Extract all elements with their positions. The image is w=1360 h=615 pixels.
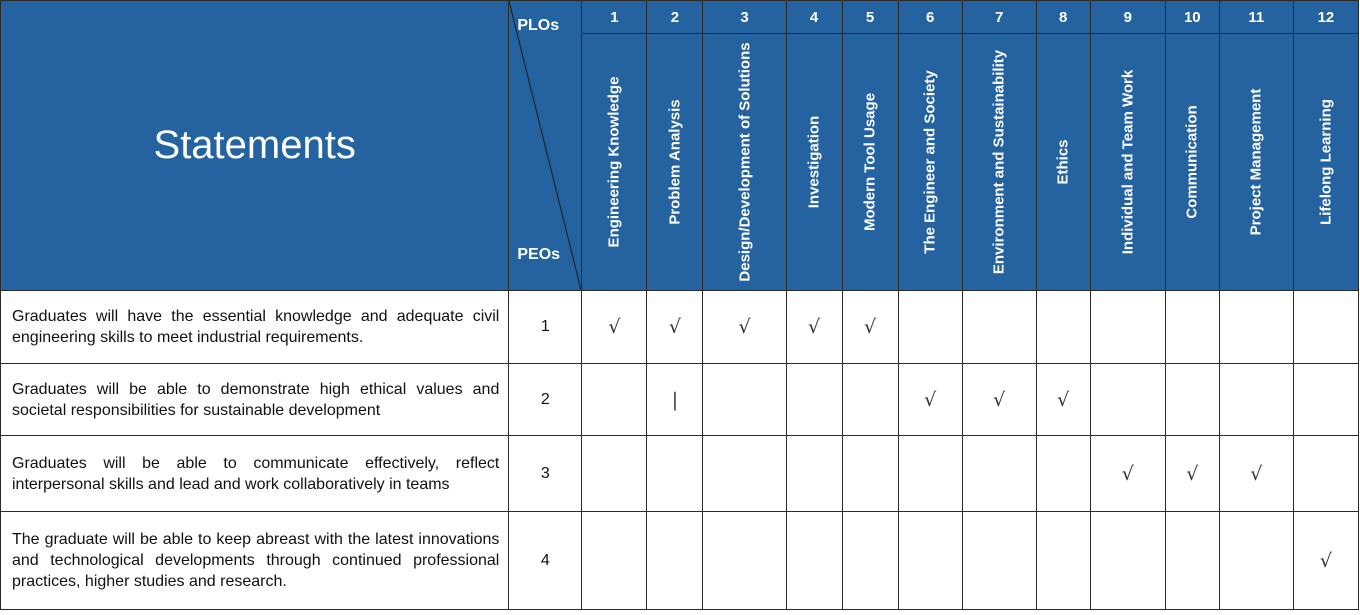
plo-name-cell — [1165, 34, 1219, 291]
mapping-cell: √ — [786, 291, 842, 364]
mapping-cell: √ — [1165, 436, 1219, 512]
plo-name-cell — [582, 34, 647, 291]
plo-name-cell — [898, 34, 962, 291]
plo-name-cell — [1090, 34, 1165, 291]
plo-name: Project Management — [1247, 88, 1265, 236]
mapping-cell — [962, 291, 1036, 364]
plo-name: Investigation — [805, 115, 823, 209]
mapping-cell: √ — [703, 291, 786, 364]
plo-peo-corner-cell — [509, 1, 582, 291]
peo-number: 4 — [509, 512, 582, 610]
mapping-cell: √ — [1293, 512, 1358, 610]
mapping-cell — [786, 512, 842, 610]
plo-name: Individual and Team Work — [1119, 69, 1137, 255]
mapping-cell — [786, 364, 842, 436]
mapping-cell — [1036, 512, 1090, 610]
mapping-cell — [647, 512, 703, 610]
mapping-cell: √ — [1036, 364, 1090, 436]
plo-number: 1 — [582, 1, 647, 34]
mapping-cell — [1165, 512, 1219, 610]
plo-name: Modern Tool Usage — [861, 92, 879, 232]
plo-number: 3 — [703, 1, 786, 34]
plo-name: Lifelong Learning — [1317, 99, 1335, 225]
peo-statement: Graduates will have the essential knowledge and adequate civil engineering skills to meet industrial requirements. — [1, 291, 509, 364]
mapping-cell — [1219, 512, 1293, 610]
plo-number: 2 — [647, 1, 703, 34]
mapping-cell — [842, 512, 898, 610]
plo-name-cell — [962, 34, 1036, 291]
mapping-cell — [962, 512, 1036, 610]
mapping-cell — [898, 512, 962, 610]
plo-number: 9 — [1090, 1, 1165, 34]
mapping-cell — [703, 436, 786, 512]
mapping-cell: √ — [1090, 436, 1165, 512]
mapping-cell — [1090, 364, 1165, 436]
mapping-cell — [1036, 436, 1090, 512]
mapping-cell — [703, 364, 786, 436]
plo-name-cell — [1293, 34, 1358, 291]
plo-number-row — [1, 1, 1359, 34]
mapping-cell: √ — [962, 364, 1036, 436]
mapping-cell — [1219, 364, 1293, 436]
statements-header: Statements — [1, 1, 509, 291]
plo-number: 5 — [842, 1, 898, 34]
peo-number: 1 — [509, 291, 582, 364]
plo-name-cell — [647, 34, 703, 291]
plo-name: Design/Development of Solutions — [736, 42, 753, 282]
plo-name: Engineering Knowledge — [605, 76, 623, 248]
peo-statement: Graduates will be able to demonstrate high ethical values and societal responsibilities for sustainable development — [1, 364, 509, 436]
mapping-cell — [898, 436, 962, 512]
plo-name: Environment and Sustainability — [990, 49, 1008, 275]
plo-name-cell — [703, 34, 786, 291]
plo-number: 4 — [786, 1, 842, 34]
mapping-cell — [703, 512, 786, 610]
mapping-cell — [582, 436, 647, 512]
mapping-cell: | — [647, 364, 703, 436]
plo-number: 8 — [1036, 1, 1090, 34]
mapping-cell — [962, 436, 1036, 512]
mapping-cell — [1090, 512, 1165, 610]
plo-name-cell — [1036, 34, 1090, 291]
plo-number: 6 — [898, 1, 962, 34]
plo-number: 10 — [1165, 1, 1219, 34]
mapping-cell — [842, 364, 898, 436]
plo-name: The Engineer and Society — [921, 70, 939, 254]
mapping-cell: √ — [898, 364, 962, 436]
peo-number: 3 — [509, 436, 582, 512]
peo-row — [1, 291, 1359, 364]
plo-name-cell — [1219, 34, 1293, 291]
mapping-cell: √ — [647, 291, 703, 364]
plo-number: 12 — [1293, 1, 1358, 34]
mapping-cell: √ — [582, 291, 647, 364]
mapping-cell — [1219, 291, 1293, 364]
mapping-cell — [898, 291, 962, 364]
plo-name: Communication — [1183, 105, 1201, 219]
plo-name: Problem Analysis — [666, 99, 684, 225]
mapping-cell — [1293, 436, 1358, 512]
mapping-cell — [1165, 364, 1219, 436]
mapping-cell — [582, 364, 647, 436]
mapping-cell — [1293, 364, 1358, 436]
mapping-cell — [1293, 291, 1358, 364]
peo-statement: The graduate will be able to keep abreast with the latest innovations and technological developments through continued professional practices, higher studies and research. — [1, 512, 509, 610]
mapping-cell — [582, 512, 647, 610]
mapping-cell — [1165, 291, 1219, 364]
peo-number: 2 — [509, 364, 582, 436]
peo-statement: Graduates will be able to communicate effectively, reflect interpersonal skills and lead and work collaboratively in teams — [1, 436, 509, 512]
peo-row — [1, 436, 1359, 512]
peo-row — [1, 512, 1359, 610]
mapping-cell — [647, 436, 703, 512]
mapping-cell — [1090, 291, 1165, 364]
peos-label: PEOs — [517, 246, 561, 263]
peo-row — [1, 364, 1359, 436]
plo-name-cell — [786, 34, 842, 291]
mapping-cell — [842, 436, 898, 512]
mapping-cell — [786, 436, 842, 512]
plo-number: 11 — [1219, 1, 1293, 34]
mapping-cell: √ — [1219, 436, 1293, 512]
mapping-cell — [1036, 291, 1090, 364]
mapping-cell: √ — [842, 291, 898, 364]
plos-label: PLOs — [517, 17, 560, 34]
plo-name: Ethics — [1054, 139, 1072, 185]
plo-number: 7 — [962, 1, 1036, 34]
plo-name-cell — [842, 34, 898, 291]
